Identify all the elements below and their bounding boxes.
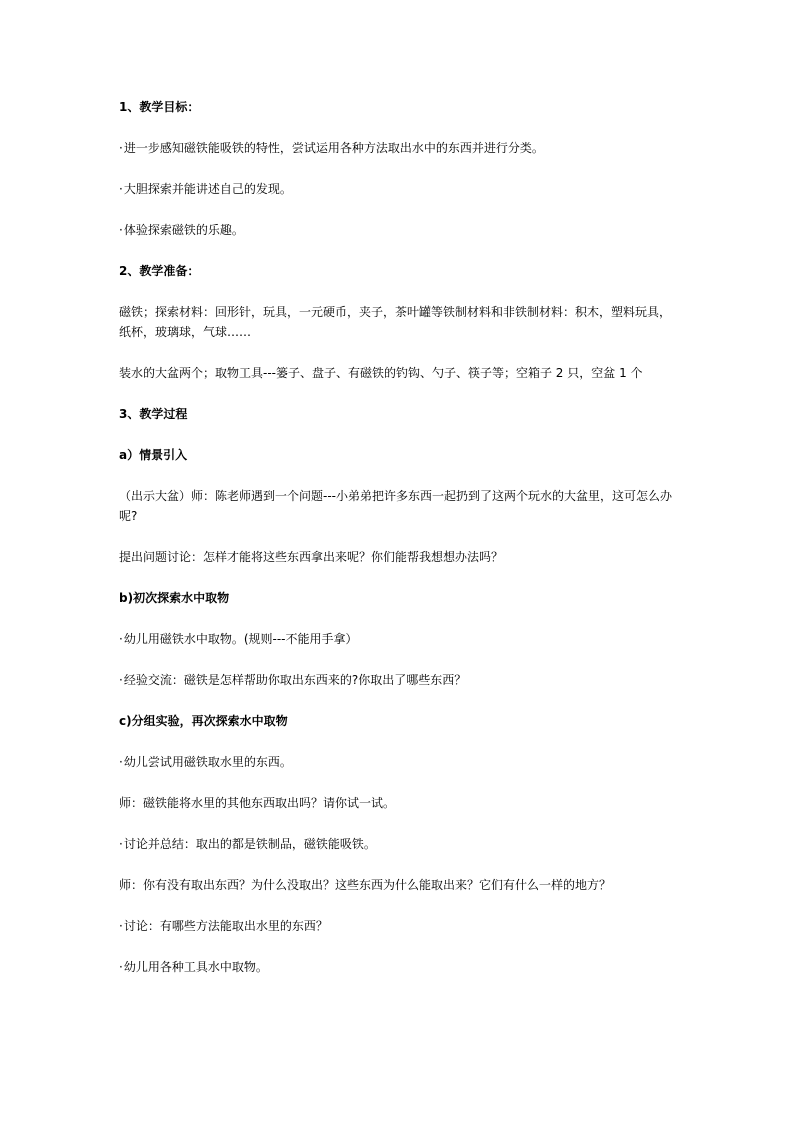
bullet-paragraph bbox=[119, 752, 679, 772]
paragraph-text: 3、教学过程 bbox=[119, 407, 188, 421]
paragraph-text: 幼儿尝试用磁铁取水里的东西。 bbox=[123, 755, 292, 769]
bullet-dot: · bbox=[119, 141, 123, 155]
paragraph-text: 大胆探索并能讲述自己的发现。 bbox=[123, 182, 292, 196]
paragraph-text: 讨论：有哪些方法能取出水里的东西？ bbox=[123, 919, 328, 933]
bullet-dot: · bbox=[119, 837, 123, 851]
paragraph-text: 师：你有没有取出东西？为什么没取出？这些东西为什么能取出来？它们有什么一样的地方？ bbox=[119, 878, 612, 892]
bullet-paragraph bbox=[119, 629, 679, 649]
paragraph-text: 提出问题讨论：怎样才能将这些东西拿出来呢？你们能帮我想想办法吗？ bbox=[119, 550, 504, 564]
paragraph-text: 幼儿用磁铁水中取物。(规则---不能用手拿） bbox=[123, 632, 358, 646]
paragraph-text: 1、教学目标： bbox=[119, 100, 200, 114]
bullet-paragraph bbox=[119, 138, 679, 158]
section-heading bbox=[119, 445, 679, 465]
paragraph-text: 经验交流：磁铁是怎样帮助你取出东西来的?你取出了哪些东西？ bbox=[123, 673, 467, 687]
bullet-paragraph bbox=[119, 670, 679, 690]
paragraph-text: c)分组实验，再次探索水中取物 bbox=[119, 714, 288, 728]
body-paragraph bbox=[119, 793, 679, 813]
paragraph-text: 师：磁铁能将水里的其他东西取出吗？请你试一试。 bbox=[119, 796, 396, 810]
body-paragraph bbox=[119, 486, 679, 526]
bullet-paragraph bbox=[119, 834, 679, 854]
bullet-dot: · bbox=[119, 755, 123, 769]
paragraph-text: b)初次探索水中取物 bbox=[119, 591, 230, 605]
bullet-dot: · bbox=[119, 223, 123, 237]
body-paragraph bbox=[119, 302, 679, 342]
paragraph-text: 装水的大盆两个；取物工具---篓子、盘子、有磁铁的钓钩、勺子、筷子等；空箱子 2 只，空盆 1 个 bbox=[119, 366, 643, 380]
bullet-dot: · bbox=[119, 919, 123, 933]
section-heading bbox=[119, 261, 679, 281]
paragraph-text: 幼儿用各种工具水中取物。 bbox=[123, 960, 268, 974]
paragraph-text: 磁铁；探索材料：回形针，玩具，一元硬币，夹子，茶叶罐等铁制材料和非铁制材料：积木，塑料玩具，纸杯，玻璃球，气球…… bbox=[119, 305, 672, 339]
bullet-paragraph bbox=[119, 916, 679, 936]
section-heading bbox=[119, 711, 679, 731]
bullet-dot: · bbox=[119, 182, 123, 196]
paragraph-text: a）情景引入 bbox=[119, 448, 188, 462]
section-heading bbox=[119, 404, 679, 424]
document-body bbox=[119, 97, 679, 998]
body-paragraph bbox=[119, 547, 679, 567]
section-heading bbox=[119, 97, 679, 117]
paragraph-text: 讨论并总结：取出的都是铁制品，磁铁能吸铁。 bbox=[123, 837, 376, 851]
bullet-dot: · bbox=[119, 632, 123, 646]
paragraph-text: 进一步感知磁铁能吸铁的特性，尝试运用各种方法取出水中的东西并进行分类。 bbox=[123, 141, 544, 155]
bullet-dot: · bbox=[119, 673, 123, 687]
body-paragraph bbox=[119, 363, 679, 383]
bullet-paragraph bbox=[119, 179, 679, 199]
section-heading bbox=[119, 588, 679, 608]
paragraph-text: （出示大盆）师：陈老师遇到一个问题---小弟弟把许多东西一起扔到了这两个玩水的大盆里，这可怎么办呢? bbox=[119, 489, 672, 523]
bullet-dot: · bbox=[119, 960, 123, 974]
paragraph-text: 2、教学准备： bbox=[119, 264, 200, 278]
body-paragraph bbox=[119, 875, 679, 895]
bullet-paragraph bbox=[119, 220, 679, 240]
bullet-paragraph bbox=[119, 957, 679, 977]
paragraph-text: 体验探索磁铁的乐趣。 bbox=[123, 223, 244, 237]
